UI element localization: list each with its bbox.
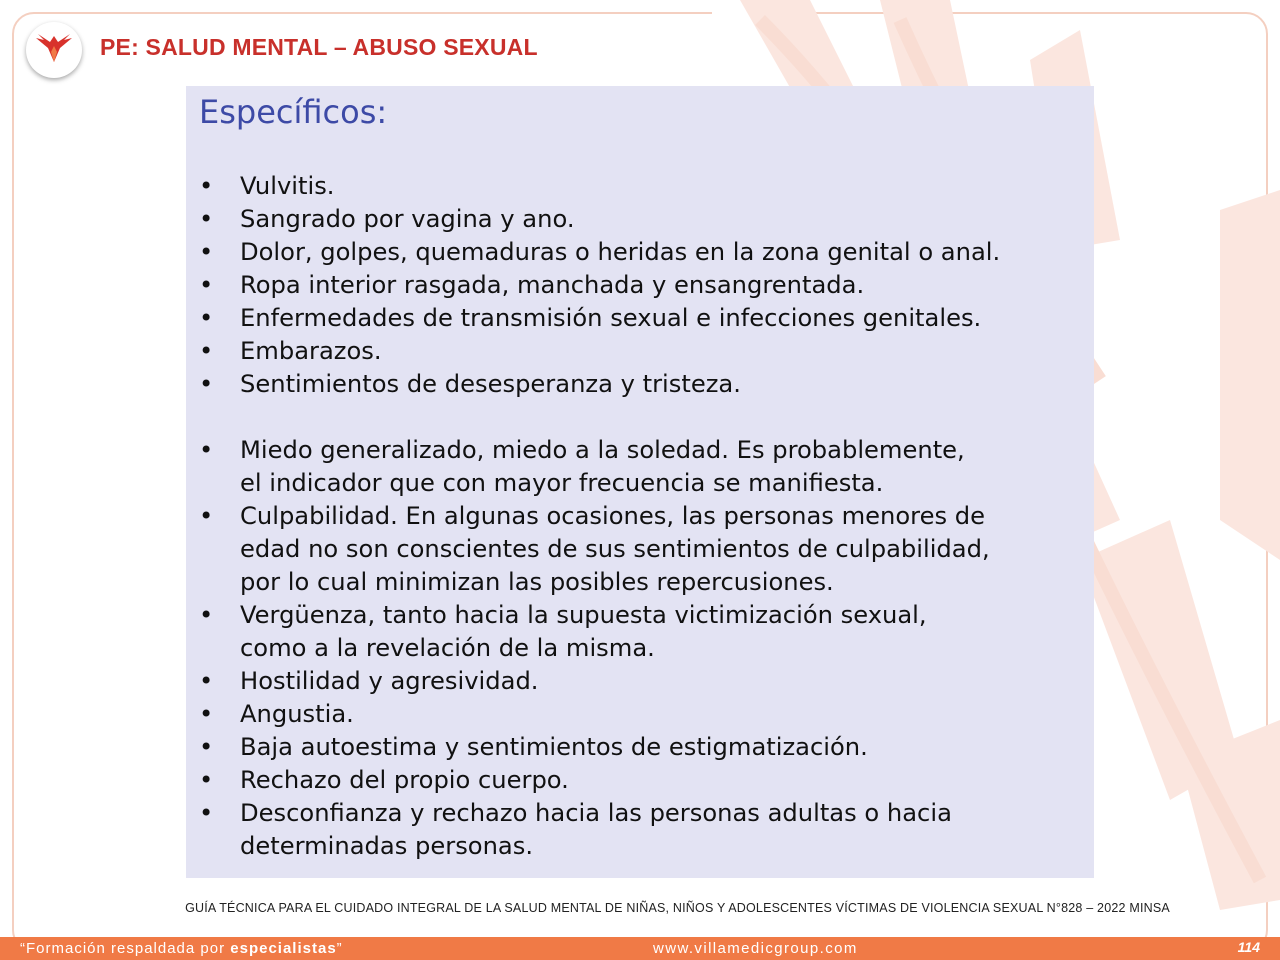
bullet-list: [186, 170, 1094, 863]
content-panel: [186, 86, 1094, 878]
list-item: • Baja autoestima y sentimientos de estigmatización.: [186, 731, 1094, 764]
logo: [26, 22, 82, 78]
phoenix-logo-icon: [34, 32, 74, 68]
footer-tagline: [20, 940, 343, 957]
list-item: • Angustia.: [186, 698, 1094, 731]
list-item: • Miedo generalizado, miedo a la soledad. Es probablemente, el indicador que con mayor frecuencia se manifiesta.: [186, 434, 1094, 500]
page-title: PE: SALUD MENTAL – ABUSO SEXUAL: [100, 34, 538, 60]
list-item: • Hostilidad y agresividad.: [186, 665, 1094, 698]
list-item: • Rechazo del propio cuerpo.: [186, 764, 1094, 797]
list-item: • Vulvitis.: [186, 170, 1094, 203]
footer-url[interactable]: www.villamedicgroup.com: [653, 940, 858, 957]
tagline-bold: especialistas: [230, 940, 337, 957]
panel-heading: Específicos:: [199, 93, 388, 131]
list-item: • Ropa interior rasgada, manchada y ensangrentada.: [186, 269, 1094, 302]
list-item: • Dolor, golpes, quemaduras o heridas en la zona genital o anal.: [186, 236, 1094, 269]
list-item: • Sentimientos de desesperanza y tristeza.: [186, 368, 1094, 401]
page-number: 114: [1237, 939, 1260, 955]
tagline-prefix: “Formación respaldada por: [20, 940, 231, 957]
list-item: • Desconfianza y rechazo hacia las personas adultas o hacia determinadas personas.: [186, 797, 1094, 863]
list-item: • Culpabilidad. En algunas ocasiones, las personas menores de edad no son conscientes de sus sentimientos de culpabilidad, por lo cual minimizan las posibles repercusiones.: [186, 500, 1094, 599]
tagline-suffix: ”: [336, 940, 343, 957]
list-item: • Vergüenza, tanto hacia la supuesta victimización sexual, como a la revelación de la misma.: [186, 599, 1094, 665]
footer-bar: [0, 937, 1280, 960]
source-citation: GUÍA TÉCNICA PARA EL CUIDADO INTEGRAL DE LA SALUD MENTAL DE NIÑAS, NIÑOS Y ADOLESCENTES VÍCTIMAS DE VIOLENCIA SEXUAL N°828 – 2022 MINSA: [185, 901, 1170, 915]
list-item: • Sangrado por vagina y ano.: [186, 203, 1094, 236]
list-item: • Embarazos.: [186, 335, 1094, 368]
list-item: • Enfermedades de transmisión sexual e infecciones genitales.: [186, 302, 1094, 335]
